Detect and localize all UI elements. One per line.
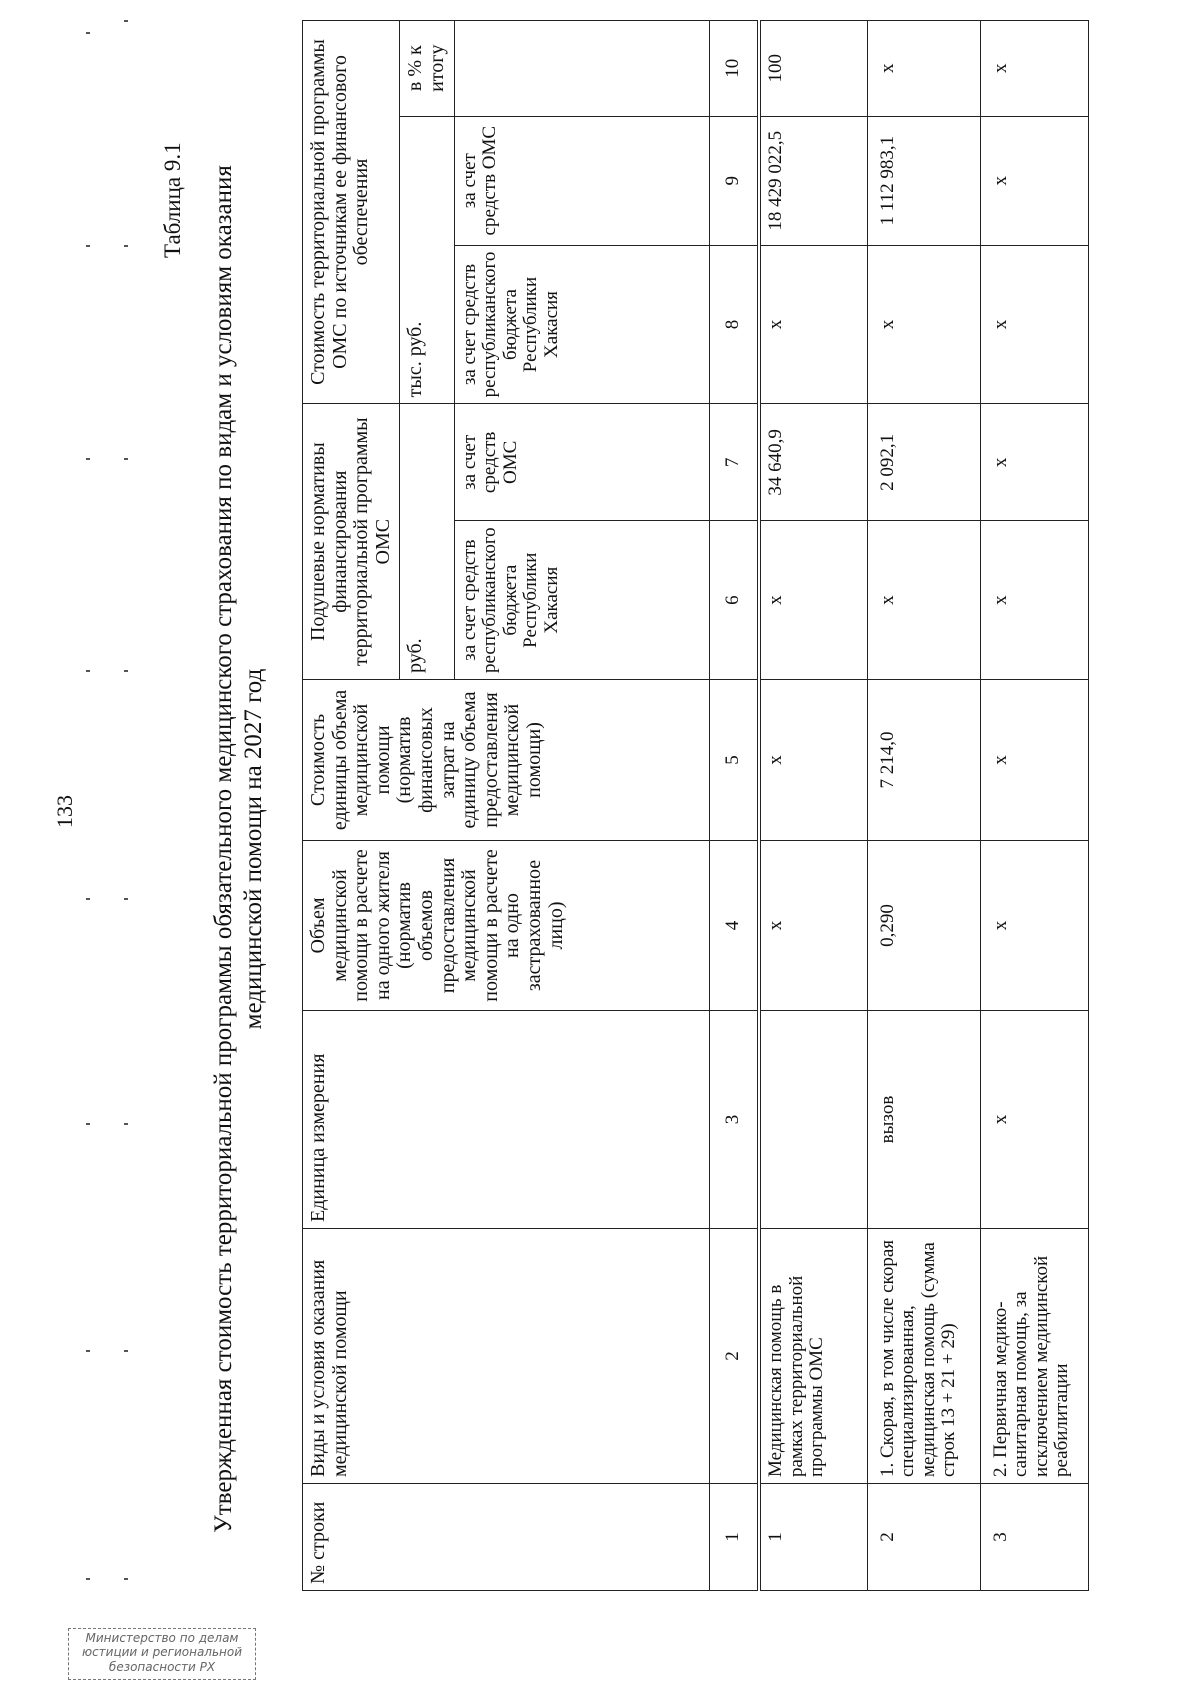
header-rub: руб. (400, 404, 454, 680)
row-pc-budget: x (759, 521, 867, 680)
row-kind: 1. Скорая, в том числе скорая специализированная, медицинская помощь (сумма строк 13 + 21 + 29) (867, 1229, 980, 1484)
row-no: 3 (980, 1484, 1088, 1591)
ministry-stamp (68, 1628, 256, 1680)
col-num: 2 (709, 1229, 759, 1484)
scan-speck (86, 1578, 90, 1580)
scan-speck (124, 1350, 128, 1352)
header-thousand-rub: тыс. руб. (400, 116, 454, 404)
header-pc-budget: за счет средств республиканского бюджета Республики Хакасия (454, 521, 709, 680)
document-title-line-1: Утвержденная стоимость территориальной программы обязательного медицинского страхования по видам и условиям оказания (210, 165, 237, 1533)
scan-speck (124, 1123, 128, 1125)
col-num: 1 (709, 1484, 759, 1591)
scan-speck (124, 458, 128, 460)
header-unit-cost: Стоимость единицы объема медицинской помощи (норматив финансовых затрат на единицу объема предоставления медицинской помощи) (303, 680, 710, 841)
row-volume: x (759, 841, 867, 1011)
header-cost-oms: за счет средств ОМС (454, 116, 709, 245)
row-unit-cost: x (980, 680, 1088, 841)
table-label: Таблица 9.1 (160, 142, 185, 258)
row-pc-budget: x (980, 521, 1088, 680)
row-no: 1 (759, 1484, 867, 1591)
header-per-capita: Подушевые нормативы финансирования территориальной программы ОМС (303, 404, 400, 680)
header-unit: Единица измерения (303, 1011, 710, 1229)
col-num: 8 (709, 245, 759, 404)
header-row-1 (303, 20, 400, 1590)
col-num: 6 (709, 521, 759, 680)
header-volume: Объем медицинской помощи в расчете на одного жителя (норматив объемов предоставления медицинской помощи в расчете на одно застрахованное лицо) (303, 841, 710, 1011)
row-unit: вызов (867, 1011, 980, 1229)
col-num: 3 (709, 1011, 759, 1229)
col-num: 9 (709, 116, 759, 245)
header-percent-blank (454, 20, 709, 116)
row-kind: 2. Первичная медико-санитарная помощь, за исключением медицинской реабилитации (980, 1229, 1088, 1484)
document-title-line-2: медицинской помощи на 2027 год (240, 668, 267, 1030)
row-cost-oms: x (980, 116, 1088, 245)
row-percent: x (867, 20, 980, 116)
header-pc-oms: за счет средств ОМС (454, 404, 709, 521)
scan-speck (124, 20, 128, 22)
column-number-row (709, 20, 759, 1590)
row-cost-oms: 1 112 983,1 (867, 116, 980, 245)
col-num: 10 (709, 20, 759, 116)
scan-speck (124, 670, 128, 672)
header-cost: Стоимость территориальной программы ОМС по источникам ее финансового обеспечения (303, 20, 400, 404)
row-pc-oms: 34 640,9 (759, 404, 867, 521)
scan-speck (124, 1578, 128, 1580)
scan-speck (86, 32, 90, 34)
header-row-no: № строки (303, 1484, 710, 1591)
scan-speck (86, 670, 90, 672)
row-unit (759, 1011, 867, 1229)
row-unit: x (980, 1011, 1088, 1229)
stamp-line: юстиции и региональной (81, 1645, 243, 1660)
row-cost-budget: x (867, 245, 980, 404)
page-number: 133 (52, 795, 77, 828)
row-cost-oms: 18 429 022,5 (759, 116, 867, 245)
table-row (980, 20, 1088, 1590)
row-pc-budget: x (867, 521, 980, 680)
row-pc-oms: 2 092,1 (867, 404, 980, 521)
row-cost-budget: x (980, 245, 1088, 404)
row-kind: Медицинская помощь в рамках территориальной программы ОМС (759, 1229, 867, 1484)
row-pc-oms: x (980, 404, 1088, 521)
stamp-line: Министерство по делам (85, 1631, 239, 1645)
scan-speck (86, 458, 90, 460)
header-cost-budget: за счет средств республиканского бюджета Республики Хакасия (454, 245, 709, 404)
header-kind: Виды и условия оказания медицинской помощи (303, 1229, 710, 1484)
cost-table (302, 20, 1089, 1591)
row-no: 2 (867, 1484, 980, 1591)
row-percent: 100 (759, 20, 867, 116)
scan-speck (86, 245, 90, 247)
header-percent: в % к итогу (400, 20, 454, 116)
col-num: 7 (709, 404, 759, 521)
scan-speck (124, 898, 128, 900)
row-volume: x (980, 841, 1088, 1011)
row-volume: 0,290 (867, 841, 980, 1011)
scan-speck (86, 1350, 90, 1352)
table-row (867, 20, 980, 1590)
stamp-line: безопасности РХ (108, 1659, 216, 1674)
row-cost-budget: x (759, 245, 867, 404)
table-row (759, 20, 867, 1590)
col-num: 5 (709, 680, 759, 841)
scan-speck (86, 898, 90, 900)
row-unit-cost: 7 214,0 (867, 680, 980, 841)
scan-speck (124, 245, 128, 247)
row-percent: x (980, 20, 1088, 116)
row-unit-cost: x (759, 680, 867, 841)
scan-speck (86, 1123, 90, 1125)
col-num: 4 (709, 841, 759, 1011)
